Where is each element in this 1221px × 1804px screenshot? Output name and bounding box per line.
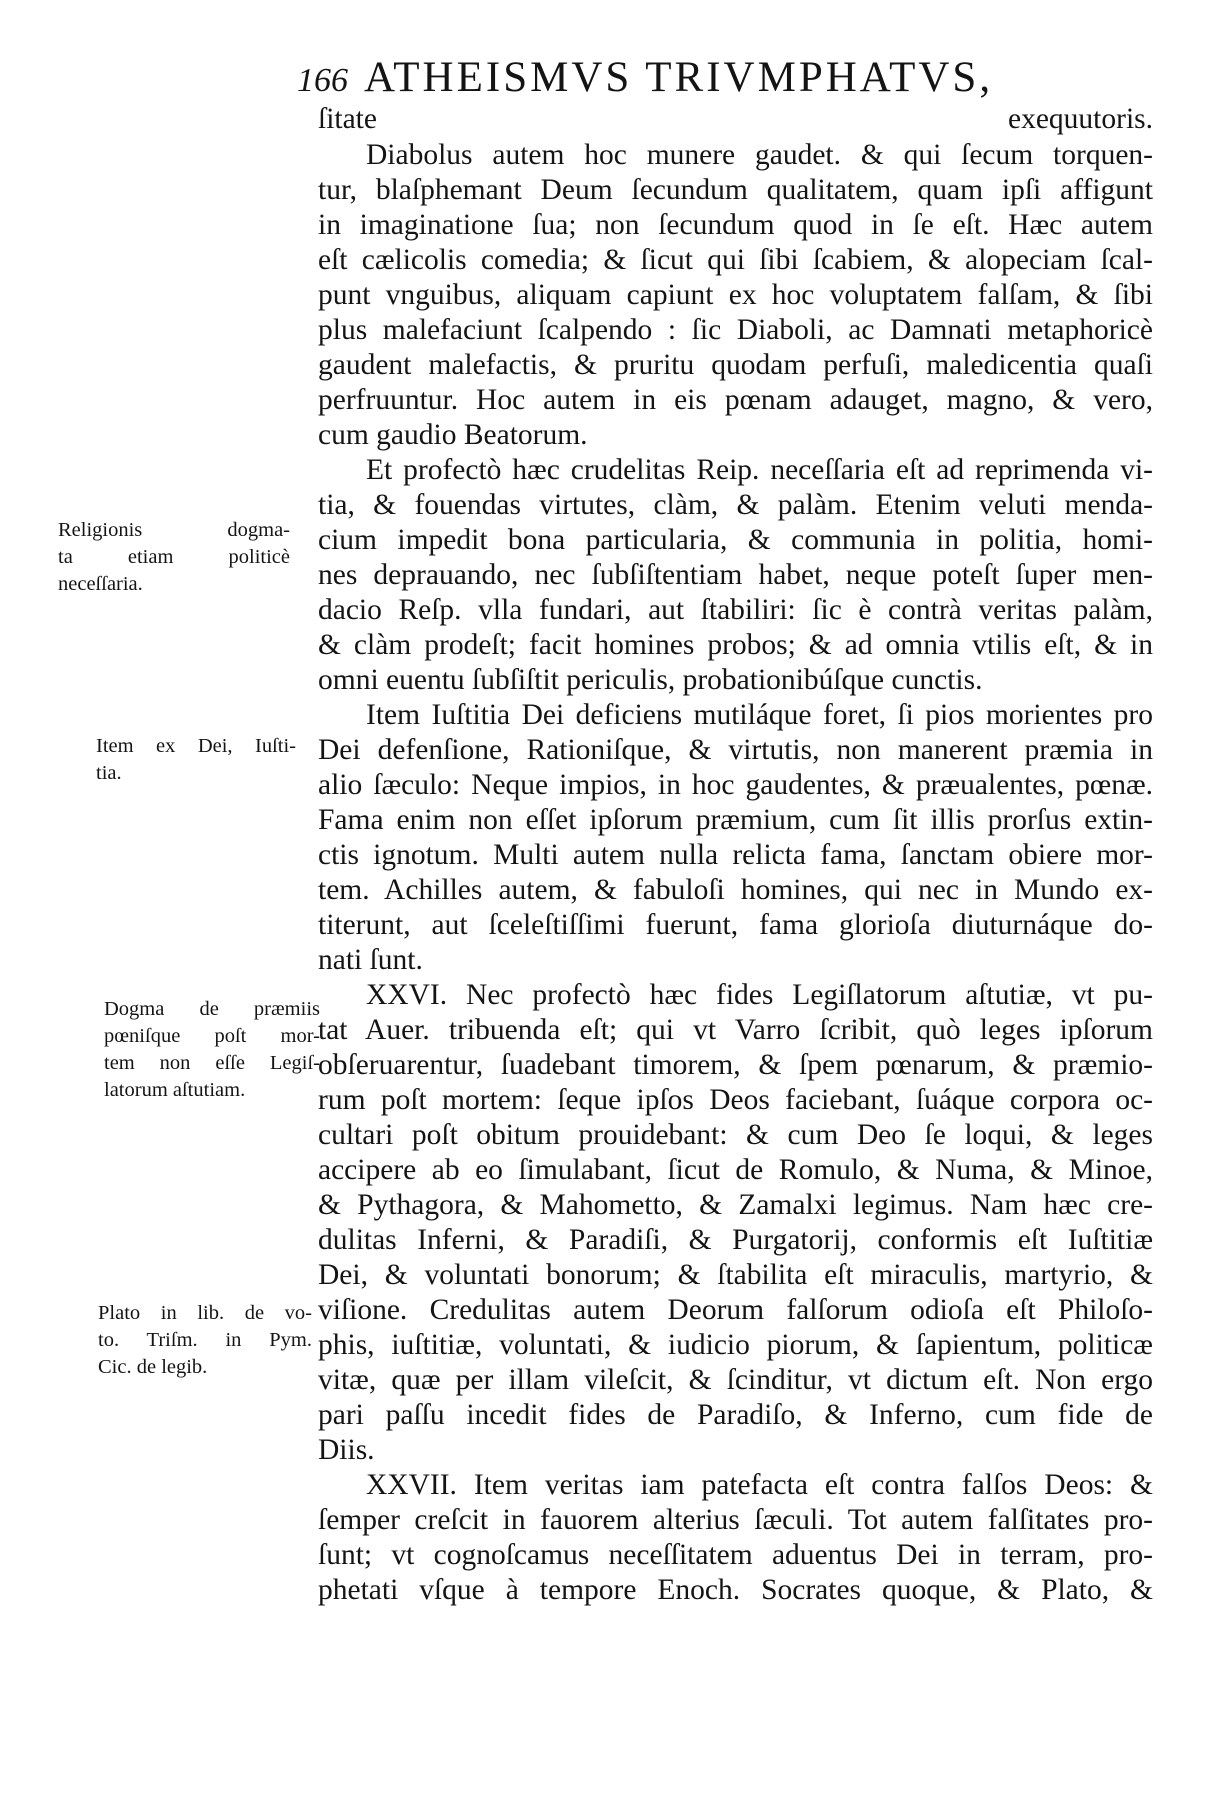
margin-note-line: Item ex Dei, Iuſti- [96, 735, 296, 757]
text-line: nes deprauando, nec ſubſiſtentiam habet, neque poteſt ſuper men- [318, 559, 1153, 591]
text-line: dacio Reſp. vlla fundari, aut ſtabiliri: ſic è contrà veritas palàm, [318, 594, 1153, 626]
text-line: nati ſunt. [318, 944, 423, 976]
margin-note-line: latorum aſtutiam. [104, 1079, 246, 1101]
margin-note [96, 733, 296, 787]
text-line: obſeruarentur, ſuadebant timorem, & ſpem pœnarum, & præmio- [318, 1049, 1153, 1081]
text-line: XXVI. Nec profectò hæc fides Legiſlatorum aſtutiæ, vt pu- [366, 979, 1153, 1011]
margin-note-line: Religionis dogma- [58, 519, 290, 541]
text-line: dulitas Inferni, & Paradiſi, & Purgatorij, conformis eſt Iuſtitiæ [318, 1224, 1153, 1256]
text-line: ſemper creſcit in fauorem alterius ſæculi. Tot autem falſitates pro- [318, 1504, 1153, 1536]
text-line: tem. Achilles autem, & fabuloſi homines, qui nec in Mundo ex- [318, 874, 1153, 906]
text-line: accipere ab eo ſimulabant, ſicut de Romulo, & Numa, & Minoe, [318, 1154, 1153, 1186]
margin-note-line: tia. [96, 762, 122, 784]
running-title: ATHEISMVS TRIVMPHATVS, [364, 54, 994, 101]
text-line: perfruuntur. Hoc autem in eis pœnam adauget, magno, & vero, [318, 384, 1153, 416]
text-line: gaudent malefactis, & pruritu quodam perfuſi, maledicentia quaſi [318, 349, 1153, 381]
margin-note-line: to. Triſm. in Pym. [98, 1329, 312, 1351]
text-line: viſione. Credulitas autem Deorum falſorum odioſa eſt Philoſo- [318, 1294, 1153, 1326]
text-line: cum gaudio Beatorum. [318, 419, 588, 451]
text-line: tur, blaſphemant Deum ſecundum qualitatem, quam ipſi affigunt [318, 174, 1153, 206]
text-line: Fama enim non eſſet ipſorum præmium, cum ſit illis prorſus extin- [318, 804, 1153, 836]
text-line: alio ſæculo: Neque impios, in hoc gaudentes, & præualentes, pœnæ. [318, 769, 1153, 801]
margin-note [58, 517, 290, 598]
text-line: ſunt; vt cognoſcamus neceſſitatem aduentus Dei in terram, pro- [318, 1539, 1153, 1571]
margin-note-line: tem non eſſe Legiſ- [104, 1052, 320, 1074]
text-line: rum poſt mortem: ſeque ipſos Deos faciebant, ſuáque corpora oc- [318, 1084, 1153, 1116]
margin-note [98, 1300, 312, 1381]
text-line: plus malefaciunt ſcalpendo : ſic Diaboli, ac Damnati metaphoricè [318, 314, 1153, 346]
text-line: Diabolus autem hoc munere gaudet. & qui ſecum torquen- [366, 139, 1153, 171]
text-line: tia, & fouendas virtutes, clàm, & palàm. Etenim veluti menda- [318, 489, 1153, 521]
text-line: & clàm prodeſt; facit homines probos; & ad omnia vtilis eſt, & in [318, 629, 1153, 661]
text-line: cium impedit bona particularia, & communia in politia, homi- [318, 524, 1153, 556]
text-line: Dei defenſione, Rationiſque, & virtutis, non manerent præmia in [318, 734, 1153, 766]
text-line: punt vnguibus, aliquam capiunt ex hoc voluptatem falſam, & ſibi [318, 279, 1153, 311]
text-line: phis, iuſtitiæ, voluntati, & iudicio piorum, & ſapientum, politicæ [318, 1329, 1153, 1361]
text-line: Et profectò hæc crudelitas Reip. neceſſaria eſt ad reprimenda vi- [366, 454, 1153, 486]
margin-note-line: ta etiam politicè [58, 546, 290, 568]
text-line: in imaginatione ſua; non ſecundum quod in ſe eſt. Hæc autem [318, 209, 1153, 241]
text-line: Item Iuſtitia Dei deficiens mutiláque foret, ſi pios morientes pro [366, 699, 1153, 731]
text-line: pari paſſu incedit fides de Paradiſo, & Inferno, cum fide de [318, 1399, 1153, 1431]
text-line: XXVII. Item veritas iam patefacta eſt contra falſos Deos: & [366, 1469, 1153, 1501]
margin-note-line: neceſſaria. [58, 573, 143, 595]
text-line: vitæ, quæ per illam vileſcit, & ſcinditur, vt dictum eſt. Non ergo [318, 1364, 1153, 1396]
text-line: cultari poſt obitum prouidebant: & cum Deo ſe loqui, & leges [318, 1119, 1153, 1151]
margin-note-line: Plato in lib. de vo- [98, 1302, 312, 1324]
text-line: Diis. [318, 1434, 375, 1466]
text-line: omni euentu ſubſiſtit periculis, probationibúſque cunctis. [318, 664, 983, 696]
text-line: Dei, & voluntati bonorum; & ſtabilita eſt miraculis, martyrio, & [318, 1259, 1153, 1291]
text-line: & Pythagora, & Mahometto, & Zamalxi legimus. Nam hæc cre- [318, 1189, 1153, 1221]
page-number: 166 [297, 62, 348, 99]
text-line: ſitate exequutoris. [318, 103, 1153, 135]
text-line: tat Auer. tribuenda eſt; qui vt Varro ſcribit, quò leges ipſorum [318, 1014, 1153, 1046]
margin-note [104, 996, 320, 1104]
margin-note-line: pœniſque poſt mor- [104, 1025, 320, 1047]
running-header [297, 50, 1127, 106]
text-line: phetati vſque à tempore Enoch. Socrates quoque, & Plato, & [318, 1574, 1153, 1606]
text-line: eſt cælicolis comedia; & ſicut qui ſibi ſcabiem, & alopeciam ſcal- [318, 244, 1153, 276]
text-line: ctis ignotum. Multi autem nulla relicta fama, ſanctam obiere mor- [318, 839, 1153, 871]
margin-note-line: Dogma de præmiis [104, 998, 320, 1020]
margin-note-line: Cic. de legib. [98, 1356, 208, 1378]
text-line: titerunt, aut ſceleſtiſſimi fuerunt, fama glorioſa diuturnáque do- [318, 909, 1153, 941]
